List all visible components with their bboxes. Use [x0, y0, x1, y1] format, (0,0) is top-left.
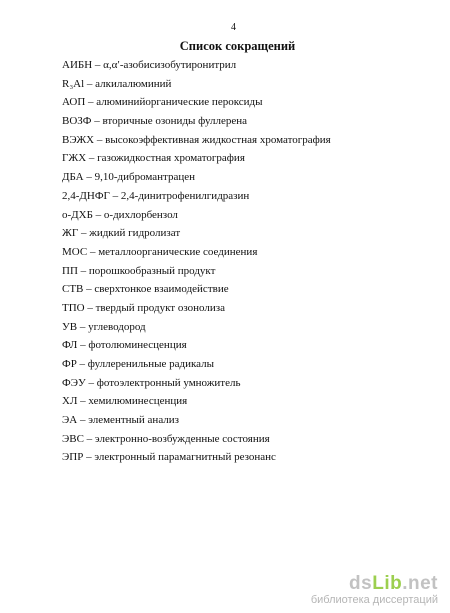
- abbreviation-item: ТПО – твердый продукт озонолиза: [62, 301, 225, 314]
- abbreviation-item: ВОЗФ – вторичные озониды фуллерена: [62, 115, 248, 128]
- abbreviation-item: УВ – углеводород: [62, 320, 146, 333]
- abbreviation-item: ФЭУ – фотоэлектронный умножитель: [62, 376, 241, 389]
- abbreviation-item: ХЛ – хемилюминесценция: [62, 395, 188, 408]
- abbreviation-list: [62, 56, 331, 467]
- abbreviation-item: R₃Al – алкилалюминий: [62, 77, 172, 90]
- dslib-watermark: [311, 574, 438, 607]
- abbreviation-item: ФЛ – фотолюминесценция: [62, 339, 187, 352]
- abbreviation-item: СТВ – сверхтонкое взаимодействие: [62, 283, 229, 296]
- abbreviation-item: ПП – порошкообразный продукт: [62, 264, 216, 277]
- abbreviation-item: ФР – фуллеренильные радикалы: [62, 358, 215, 370]
- watermark-tagline: библиотека диссертаций: [310, 594, 438, 606]
- abbreviation-item: ДБА – 9,10-дибромантрацен: [62, 171, 196, 184]
- dslib-logo: [311, 574, 438, 594]
- abbreviation-item: ГЖХ – газожидкостная хроматография: [62, 152, 245, 165]
- abbreviation-item: 2,4-ДНФГ – 2,4-динитрофенилгидразин: [62, 189, 250, 202]
- logo-suffix: .net: [402, 573, 438, 594]
- abbreviation-item: АОП – алюминийорганические пероксиды: [62, 96, 263, 109]
- abbreviation-item: АИБН – α,α′-азобисизобутиронитрил: [62, 59, 237, 71]
- abbreviation-item: ЭВС – электронно-возбужденные состояния: [62, 432, 270, 445]
- page-title: Список сокращений: [179, 39, 296, 53]
- abbreviation-item: ЭА – элементный анализ: [62, 414, 180, 427]
- abbreviation-item: ЭПР – электронный парамагнитный резонанс: [62, 451, 276, 464]
- abbreviation-item: МОС – металлоорганические соединения: [62, 245, 258, 258]
- abbreviation-item: о-ДХБ – о-дихлорбензол: [62, 208, 178, 221]
- logo-prefix: ds: [349, 573, 373, 594]
- page-number: 4: [231, 22, 236, 33]
- abbreviation-item: ЖГ – жидкий гидролизат: [62, 227, 181, 240]
- abbreviation-item: ВЭЖХ – высокоэффективная жидкостная хроматография: [62, 133, 331, 146]
- logo-accent: Lib: [372, 573, 403, 594]
